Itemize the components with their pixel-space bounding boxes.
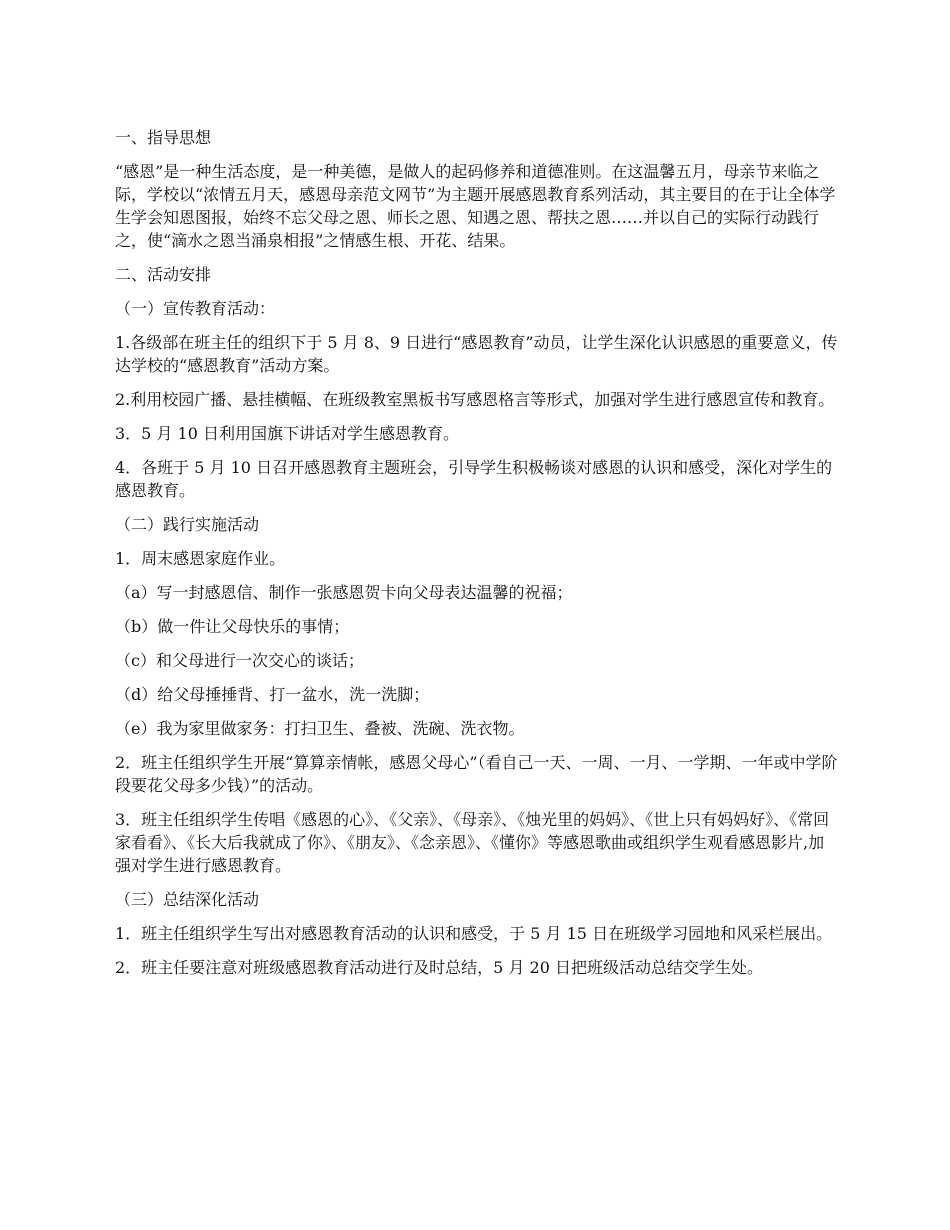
subheading-publicity: （一）宣传教育活动： <box>115 299 276 318</box>
heading-activity-arrangement: 二、活动安排 <box>115 265 212 284</box>
paragraph-gratitude-intro: “感恩”是一种生活态度，是一种美德，是做人的起码修养和道德准则。在这温馨五月，母亲节来临之际，学校以“浓情五月天，感恩母亲范文网节”为主题开展感恩教育系列活动，其主要目的在于让全体学生学会知恩图报，始终不忘父母之恩、师长之恩、知遇之恩、帮扶之恩……并以自己的实际行动践行之，使“滴水之恩当涌泉相报”之情感生根、开花、结果。 <box>115 162 836 250</box>
list-item-practice-1d: （d）给父母捶捶背、打一盆水，洗一洗脚； <box>115 685 430 704</box>
list-item-publicity-4: 4．各班于 5 月 10 日召开感恩教育主题班会，引导学生积极畅谈对感恩的认识和感受，深化对学生的感恩教育。 <box>115 458 833 500</box>
list-item-practice-3: 3．班主任组织学生传唱《感恩的心》、《父亲》、《母亲》、《烛光里的妈妈》、《世上只有妈妈好》、《常回家看看》、《长大后我就成了你》、《朋友》、《念亲恩》、《懂你》等感恩歌曲或组织学生观看感恩影片,加强对学生进行感恩教育。 <box>115 810 830 875</box>
heading-guiding-thought: 一、指导思想 <box>115 128 212 147</box>
list-item-practice-1e: （e）我为家里做家务：打扫卫生、叠被、洗碗、洗衣物。 <box>115 719 525 738</box>
list-item-practice-2: 2．班主任组织学生开展“算算亲情帐，感恩父母心”（看自己一天、一周、一月、一学期、一年或中学阶段要花父母多少钱）”的活动。 <box>115 753 838 795</box>
list-item-practice-1b: （b）做一件让父母快乐的事情； <box>115 617 350 636</box>
list-item-summary-1: 1．班主任组织学生写出对感恩教育活动的认识和感受，于 5 月 15 日在班级学习园地和风采栏展出。 <box>115 924 833 943</box>
list-item-publicity-1: 1.各级部在班主任的组织下于 5 月 8、9 日进行“感恩教育”动员，让学生深化认识感恩的重要意义，传达学校的“感恩教育”活动方案。 <box>115 333 838 375</box>
list-item-publicity-2: 2.利用校园广播、悬挂横幅、在班级教室黑板书写感恩格言等形式，加强对学生进行感恩宣传和教育。 <box>115 390 835 409</box>
document-body <box>115 126 840 990</box>
subheading-practice: （二）践行实施活动 <box>115 515 260 534</box>
subheading-summary: （三）总结深化活动 <box>115 890 260 909</box>
list-item-publicity-3: 3．5 月 10 日利用国旗下讲话对学生感恩教育。 <box>115 424 459 443</box>
list-item-practice-1a: （a）写一封感恩信、制作一张感恩贺卡向父母表达温馨的祝福； <box>115 583 573 602</box>
list-item-practice-1: 1．周末感恩家庭作业。 <box>115 549 286 568</box>
list-item-summary-2: 2．班主任要注意对班级感恩教育活动进行及时总结，5 月 20 日把班级活动总结交学生处。 <box>115 958 763 977</box>
list-item-practice-1c: （c）和父母进行一次交心的谈话； <box>115 651 364 670</box>
